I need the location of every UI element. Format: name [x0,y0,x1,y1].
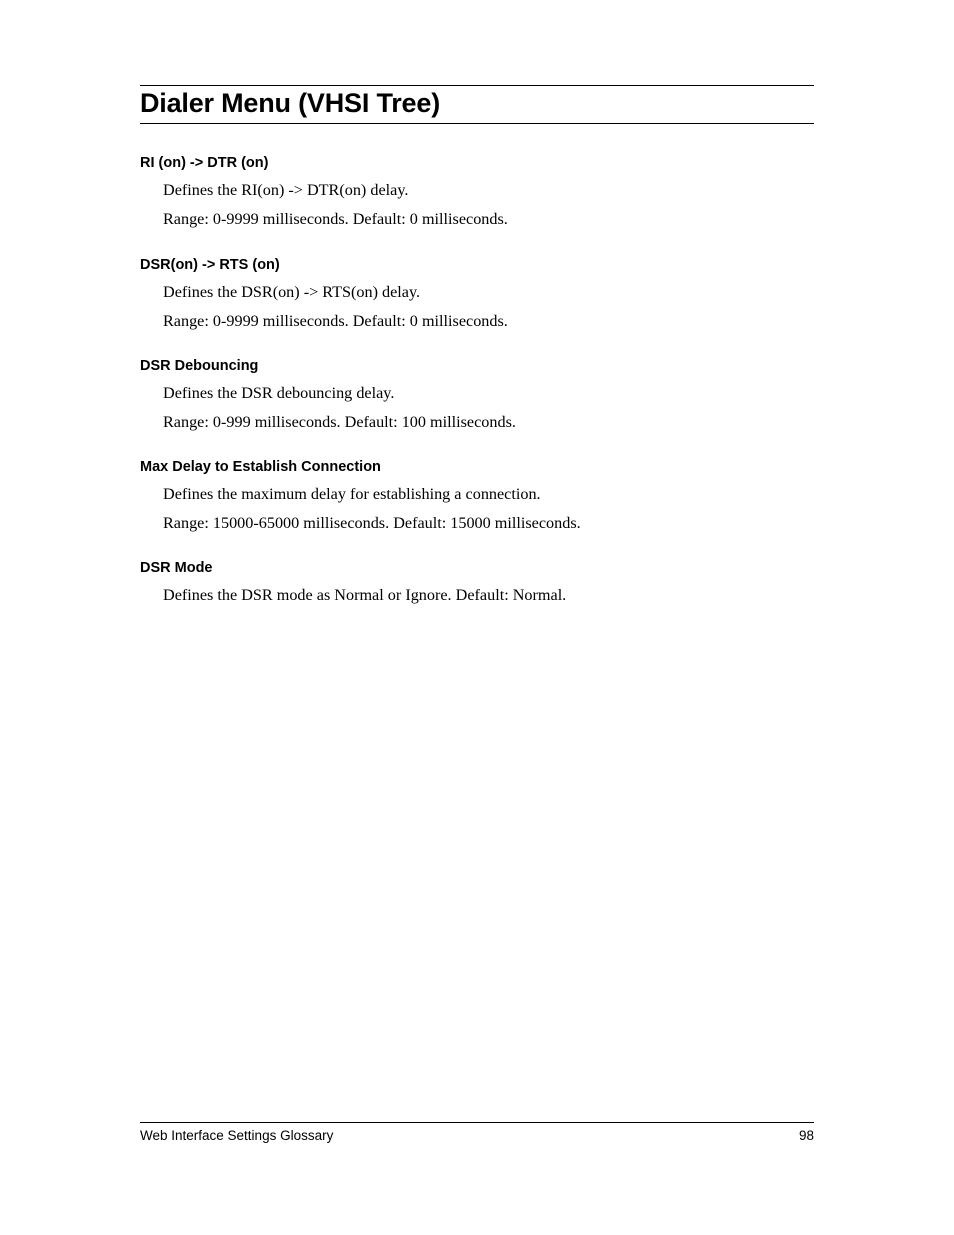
section-description: Defines the DSR(on) -> RTS(on) delay. [163,283,421,301]
section-heading: Max Delay to Establish Connection [140,459,381,475]
page-title: Dialer Menu (VHSI Tree) [140,88,440,118]
section-description: Defines the DSR mode as Normal or Ignore. Default: Normal. [163,586,567,604]
section-max-delay [140,457,814,533]
section-heading: DSR Mode [140,560,213,576]
section-description: Defines the DSR debouncing delay. [163,384,395,402]
section-range: Range: 0-999 milliseconds. Default: 100 milliseconds. [163,413,516,431]
section-heading: DSR(on) -> RTS (on) [140,257,280,273]
section-dsr-rts [140,255,814,331]
page-number: 98 [798,1128,814,1143]
footer-rule [140,1122,814,1123]
footer-title: Web Interface Settings Glossary [140,1128,334,1143]
section-range: Range: 0-9999 milliseconds. Default: 0 milliseconds. [163,312,508,330]
title-bottom-rule [140,123,814,124]
section-heading: RI (on) -> DTR (on) [140,155,269,171]
section-description: Defines the maximum delay for establishing a connection. [163,485,541,503]
section-heading: DSR Debouncing [140,358,259,374]
section-description: Defines the RI(on) -> DTR(on) delay. [163,181,409,199]
section-ri-dtr [140,153,814,229]
section-range: Range: 15000-65000 milliseconds. Default: 15000 milliseconds. [163,514,581,532]
section-dsr-mode [140,558,814,605]
section-dsr-debouncing [140,356,814,432]
section-range: Range: 0-9999 milliseconds. Default: 0 milliseconds. [163,210,508,228]
